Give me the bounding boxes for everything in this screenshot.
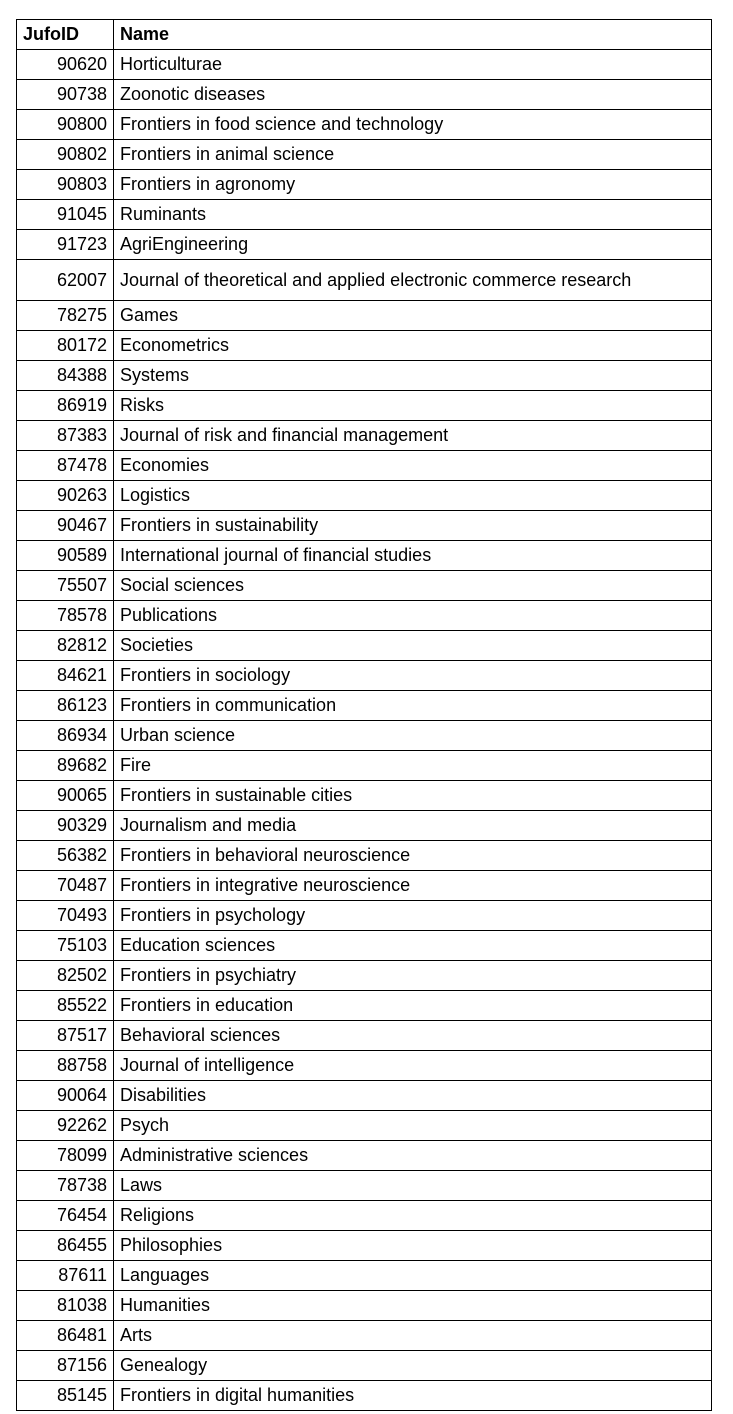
table-row (17, 1111, 712, 1141)
journal-name-cell: Frontiers in communication (114, 691, 712, 721)
journal-name-cell: Behavioral sciences (114, 1021, 712, 1051)
table-row (17, 1291, 712, 1321)
table-row (17, 110, 712, 140)
jufo-id-cell: 90064 (17, 1081, 114, 1111)
table-row (17, 1171, 712, 1201)
jufo-id-cell: 78578 (17, 601, 114, 631)
jufo-id-cell: 78738 (17, 1171, 114, 1201)
journal-name-cell: Journal of intelligence (114, 1051, 712, 1081)
jufo-id-cell: 86934 (17, 721, 114, 751)
column-header-jufoid: JufoID (17, 20, 114, 50)
journal-name-cell: Systems (114, 361, 712, 391)
table-row (17, 571, 712, 601)
jufo-id-cell: 70493 (17, 901, 114, 931)
jufo-id-cell: 90802 (17, 140, 114, 170)
journal-name-cell: Frontiers in psychiatry (114, 961, 712, 991)
jufo-id-cell: 92262 (17, 1111, 114, 1141)
journal-name-cell: Frontiers in sustainability (114, 511, 712, 541)
table-row (17, 140, 712, 170)
journal-name-cell: Languages (114, 1261, 712, 1291)
journal-name-cell: Fire (114, 751, 712, 781)
journal-name-cell: Journal of risk and financial management (114, 421, 712, 451)
journal-name-cell: AgriEngineering (114, 230, 712, 260)
table-row (17, 1201, 712, 1231)
jufo-id-cell: 84388 (17, 361, 114, 391)
journal-name-cell: Economies (114, 451, 712, 481)
table-row (17, 1231, 712, 1261)
jufo-id-cell: 84621 (17, 661, 114, 691)
table-row (17, 511, 712, 541)
table-body (17, 50, 712, 1411)
journal-name-cell: Econometrics (114, 331, 712, 361)
jufo-id-cell: 87611 (17, 1261, 114, 1291)
jufo-id-cell: 87383 (17, 421, 114, 451)
journal-name-cell: Frontiers in digital humanities (114, 1381, 712, 1411)
table-row (17, 451, 712, 481)
journal-name-cell: Societies (114, 631, 712, 661)
jufo-id-cell: 90329 (17, 811, 114, 841)
table-row (17, 1381, 712, 1411)
journal-name-cell: Risks (114, 391, 712, 421)
table-row (17, 661, 712, 691)
jufo-id-cell: 91723 (17, 230, 114, 260)
column-header-name: Name (114, 20, 712, 50)
table-row (17, 931, 712, 961)
jufo-id-cell: 90589 (17, 541, 114, 571)
table-row (17, 1351, 712, 1381)
table-row (17, 391, 712, 421)
table-row (17, 421, 712, 451)
journal-name-cell: Philosophies (114, 1231, 712, 1261)
table-row (17, 721, 712, 751)
jufo-id-cell: 91045 (17, 200, 114, 230)
jufo-id-cell: 90065 (17, 781, 114, 811)
jufo-id-cell: 86481 (17, 1321, 114, 1351)
table-row (17, 481, 712, 511)
journal-name-cell: Journal of theoretical and applied electronic commerce research (114, 260, 712, 301)
jufo-id-cell: 90263 (17, 481, 114, 511)
table-row (17, 601, 712, 631)
jufo-id-cell: 85522 (17, 991, 114, 1021)
journal-name-cell: Administrative sciences (114, 1141, 712, 1171)
journal-name-cell: Frontiers in integrative neuroscience (114, 871, 712, 901)
table-row (17, 541, 712, 571)
journal-name-cell: Frontiers in food science and technology (114, 110, 712, 140)
table-row (17, 751, 712, 781)
table-row (17, 1021, 712, 1051)
jufo-id-cell: 90803 (17, 170, 114, 200)
journal-name-cell: Frontiers in education (114, 991, 712, 1021)
jufo-id-cell: 85145 (17, 1381, 114, 1411)
journal-name-cell: Publications (114, 601, 712, 631)
jufo-id-cell: 75103 (17, 931, 114, 961)
journal-name-cell: International journal of financial studies (114, 541, 712, 571)
jufo-id-cell: 89682 (17, 751, 114, 781)
journal-name-cell: Frontiers in animal science (114, 140, 712, 170)
jufo-id-cell: 70487 (17, 871, 114, 901)
journal-table (16, 19, 712, 1411)
table-row (17, 301, 712, 331)
jufo-id-cell: 90620 (17, 50, 114, 80)
jufo-id-cell: 90738 (17, 80, 114, 110)
table-row (17, 991, 712, 1021)
table-row (17, 1051, 712, 1081)
jufo-id-cell: 82812 (17, 631, 114, 661)
table-row (17, 631, 712, 661)
table-row (17, 871, 712, 901)
journal-name-cell: Frontiers in psychology (114, 901, 712, 931)
table-row (17, 781, 712, 811)
table-row (17, 1141, 712, 1171)
jufo-id-cell: 90467 (17, 511, 114, 541)
table-row (17, 260, 712, 301)
journal-name-cell: Journalism and media (114, 811, 712, 841)
journal-name-cell: Religions (114, 1201, 712, 1231)
table-row (17, 901, 712, 931)
jufo-id-cell: 81038 (17, 1291, 114, 1321)
table-row (17, 841, 712, 871)
journal-name-cell: Education sciences (114, 931, 712, 961)
jufo-id-cell: 87478 (17, 451, 114, 481)
journal-name-cell: Games (114, 301, 712, 331)
journal-name-cell: Genealogy (114, 1351, 712, 1381)
journal-name-cell: Disabilities (114, 1081, 712, 1111)
table-row (17, 80, 712, 110)
table-row (17, 230, 712, 260)
jufo-id-cell: 87517 (17, 1021, 114, 1051)
journal-name-cell: Urban science (114, 721, 712, 751)
table-row (17, 361, 712, 391)
journal-name-cell: Horticulturae (114, 50, 712, 80)
jufo-id-cell: 62007 (17, 260, 114, 301)
journal-name-cell: Frontiers in agronomy (114, 170, 712, 200)
jufo-id-cell: 78099 (17, 1141, 114, 1171)
jufo-id-cell: 86123 (17, 691, 114, 721)
journal-name-cell: Psych (114, 1111, 712, 1141)
table-row (17, 1261, 712, 1291)
table-row (17, 811, 712, 841)
table-row (17, 691, 712, 721)
jufo-id-cell: 75507 (17, 571, 114, 601)
table-header (17, 20, 712, 50)
jufo-id-cell: 88758 (17, 1051, 114, 1081)
table-row (17, 50, 712, 80)
journal-name-cell: Laws (114, 1171, 712, 1201)
jufo-id-cell: 87156 (17, 1351, 114, 1381)
jufo-id-cell: 56382 (17, 841, 114, 871)
journal-name-cell: Ruminants (114, 200, 712, 230)
journal-name-cell: Frontiers in sustainable cities (114, 781, 712, 811)
table-row (17, 961, 712, 991)
header-row (17, 20, 712, 50)
journal-name-cell: Zoonotic diseases (114, 80, 712, 110)
table-row (17, 331, 712, 361)
table-row (17, 200, 712, 230)
jufo-id-cell: 86919 (17, 391, 114, 421)
journal-name-cell: Frontiers in behavioral neuroscience (114, 841, 712, 871)
jufo-id-cell: 76454 (17, 1201, 114, 1231)
journal-name-cell: Frontiers in sociology (114, 661, 712, 691)
journal-name-cell: Arts (114, 1321, 712, 1351)
jufo-id-cell: 86455 (17, 1231, 114, 1261)
journal-name-cell: Humanities (114, 1291, 712, 1321)
journal-name-cell: Logistics (114, 481, 712, 511)
table-row (17, 1321, 712, 1351)
jufo-id-cell: 90800 (17, 110, 114, 140)
jufo-id-cell: 80172 (17, 331, 114, 361)
table-row (17, 1081, 712, 1111)
journal-name-cell: Social sciences (114, 571, 712, 601)
jufo-id-cell: 78275 (17, 301, 114, 331)
table-row (17, 170, 712, 200)
jufo-id-cell: 82502 (17, 961, 114, 991)
